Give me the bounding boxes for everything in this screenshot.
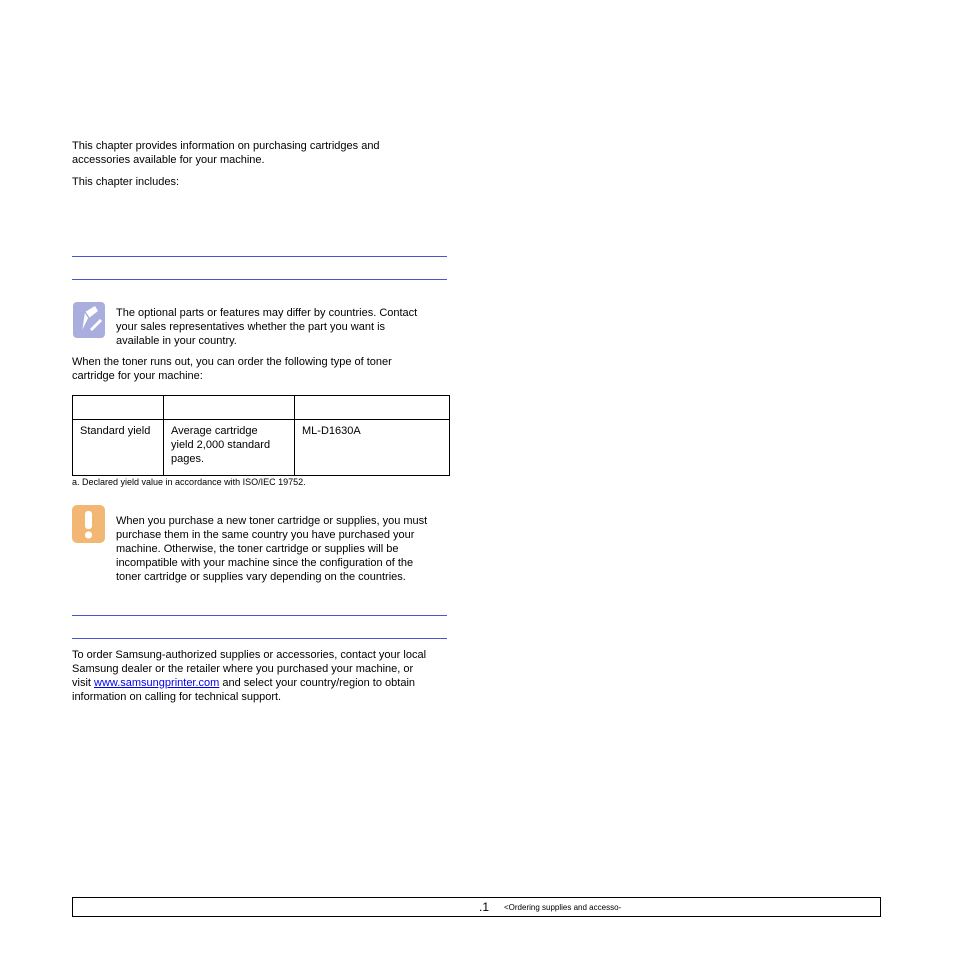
footer-page-number: .1 bbox=[479, 900, 490, 914]
note-line-2: your sales representatives whether the part you want is bbox=[116, 321, 386, 333]
note-line-1: The optional parts or features may differ by countries. Contact bbox=[116, 307, 418, 319]
note-line-3: available in your country. bbox=[116, 335, 237, 347]
footer-chapter-title: <Ordering supplies and accesso- bbox=[504, 903, 622, 912]
table-footnote: a. Declared yield value in accordance with ISO/IEC 19752. bbox=[72, 477, 306, 487]
howto-line-3-suffix: and select your country/region to obtain bbox=[219, 677, 416, 689]
note-text bbox=[116, 306, 456, 348]
section-rule-bottom-1 bbox=[72, 279, 447, 280]
caution-text bbox=[116, 514, 461, 584]
cell-type: Standard yield bbox=[73, 420, 164, 476]
header-cell-part bbox=[295, 396, 450, 420]
section-rule-top-1 bbox=[72, 256, 447, 257]
caution-line-3: machine. Otherwise, the toner cartridge or supplies will be bbox=[116, 543, 399, 555]
caution-line-5: toner cartridge or supplies vary depending on the countries. bbox=[116, 571, 406, 583]
howto-line-1: To order Samsung-authorized supplies or accessories, contact your local bbox=[72, 649, 427, 661]
header-cell-yield bbox=[164, 396, 295, 420]
caution-line-2: purchase them in the same country you have purchased your bbox=[116, 529, 415, 541]
section-rule-top-2 bbox=[72, 615, 447, 616]
toner-cartridge-table bbox=[72, 395, 450, 476]
intro-line-1: This chapter provides information on purchasing cartridges and bbox=[72, 140, 380, 152]
howto-line-3-prefix: visit bbox=[72, 677, 94, 689]
page-footer bbox=[72, 897, 881, 917]
toner-intro-line-1: When the toner runs out, you can order the following type of toner bbox=[72, 356, 392, 368]
cell-yield bbox=[164, 420, 295, 476]
caution-exclamation-icon bbox=[72, 505, 106, 545]
cell-yield-line-2: yield 2,000 standard bbox=[171, 439, 271, 451]
intro-line-2: accessories available for your machine. bbox=[72, 154, 265, 166]
cell-part-number: ML-D1630A bbox=[295, 420, 450, 476]
cell-yield-line-1: Average cartridge bbox=[171, 425, 258, 437]
cell-yield-line-3: pages. bbox=[171, 453, 205, 465]
toner-intro-paragraph bbox=[72, 355, 452, 383]
howto-line-4: information on calling for technical support. bbox=[72, 691, 282, 703]
caution-line-1: When you purchase a new toner cartridge or supplies, you must bbox=[116, 515, 428, 527]
chapter-includes-text: This chapter includes: bbox=[72, 176, 179, 188]
howto-line-3 bbox=[72, 676, 462, 690]
header-cell-type bbox=[73, 396, 164, 420]
toner-intro-line-2: cartridge for your machine: bbox=[72, 370, 203, 382]
howto-line-2: Samsung dealer or the retailer where you purchased your machine, or bbox=[72, 663, 414, 675]
table-header-row bbox=[73, 396, 450, 420]
how-to-purchase-paragraph bbox=[72, 648, 462, 704]
intro-paragraph bbox=[72, 139, 452, 167]
table-row bbox=[73, 420, 450, 476]
caution-line-4: incompatible with your machine since the configuration of the bbox=[116, 557, 414, 569]
section-rule-bottom-2 bbox=[72, 638, 447, 639]
samsung-printer-link[interactable]: www.samsungprinter.com bbox=[94, 677, 220, 689]
note-pencil-icon bbox=[73, 302, 107, 342]
